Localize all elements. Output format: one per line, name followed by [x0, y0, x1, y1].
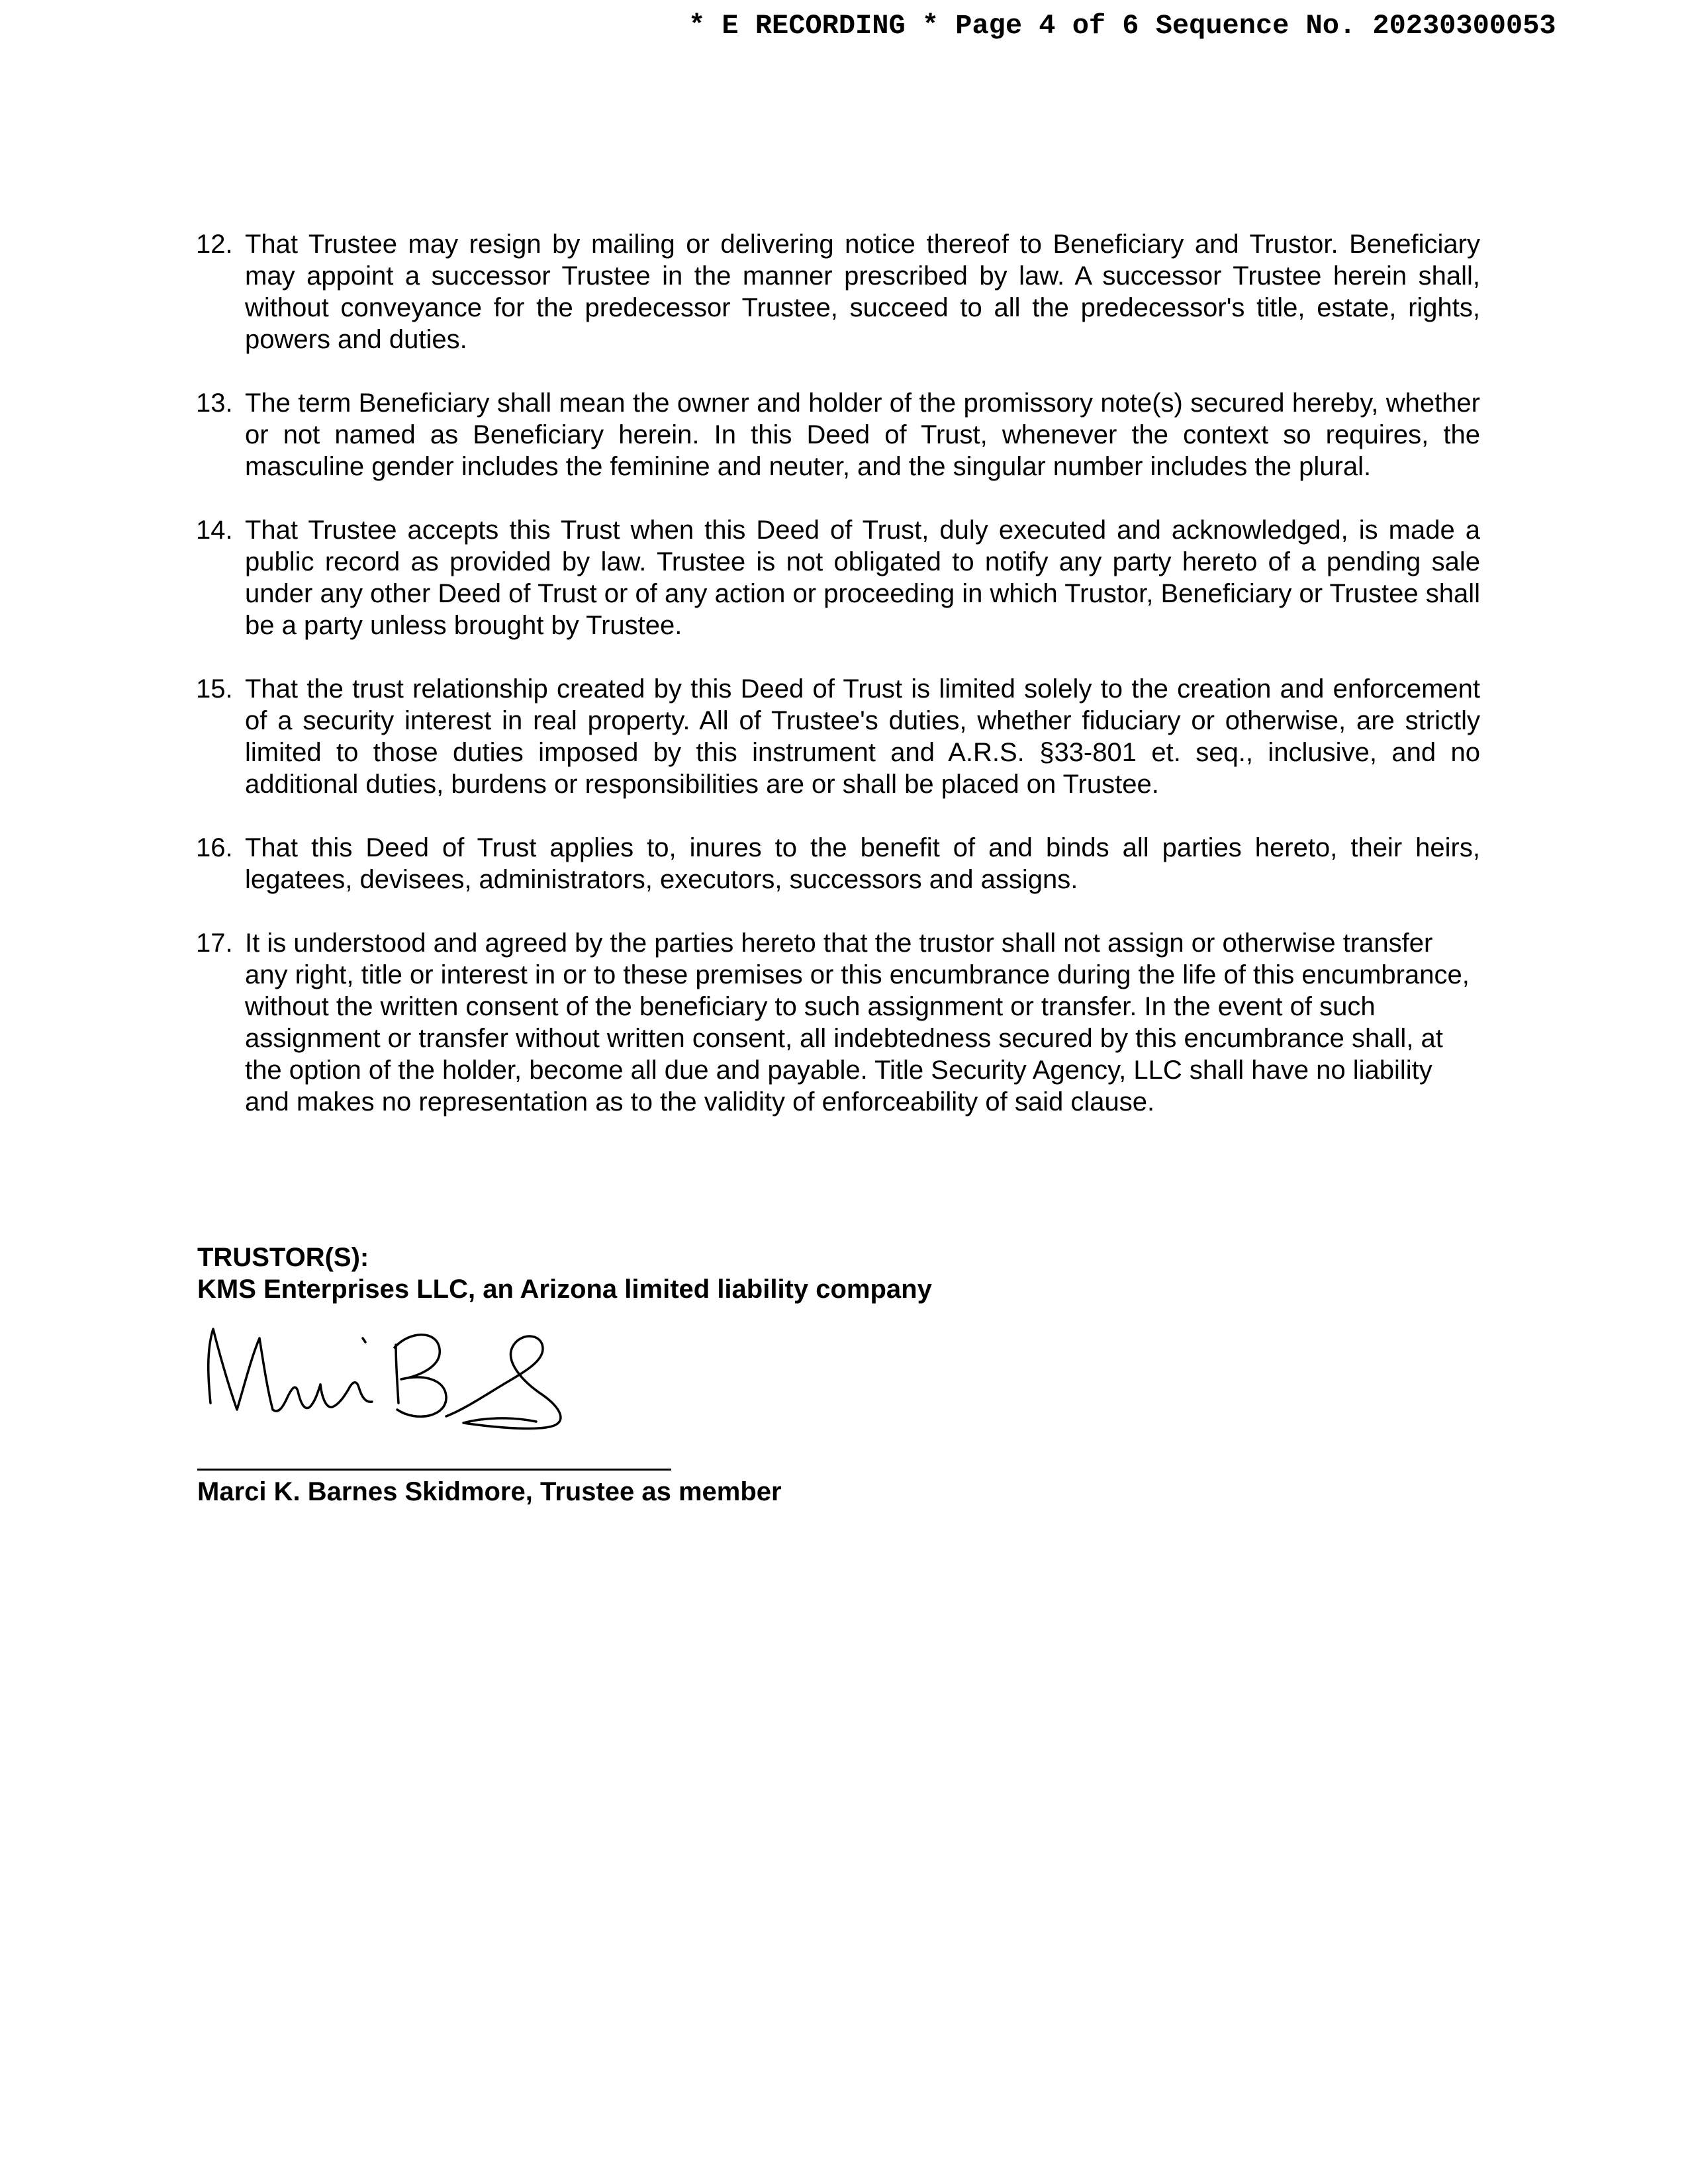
clause-text: That Trustee may resign by mailing or delivering notice thereof to Beneficiary and Trustor. Beneficiary may appoint a successor Trustee in the manner prescribed by law. A successor Trustee herein shall, without conveyance for the predecessor Trustee, succeed to all the predecessor's title, estate, rights, powers and duties. [245, 230, 1480, 354]
trustor-company: KMS Enterprises LLC, an Arizona limited liability company [197, 1275, 932, 1304]
clause-list [196, 228, 1480, 1150]
clause-text: That the trust relationship created by this Deed of Trust is limited solely to the creation and enforcement of a security interest in real property. All of Trustee's duties, whether fiduciary or otherwise, are strictly limited to those duties imposed by this instrument and A.R.S. §33-801 et. seq., inclusive, and no additional duties, burdens or responsibilities are or shall be placed on Trustee. [245, 674, 1480, 799]
clause-12 [196, 228, 1480, 355]
clause-text: The term Beneficiary shall mean the owner and holder of the promissory note(s) secured hereby, whether or not named as Beneficiary herein. In this Deed of Trust, whenever the context so requires, the masculine gender includes the feminine and neuter, and the singular number includes the plural. [245, 388, 1480, 481]
handwritten-signature [199, 1310, 635, 1443]
clause-17 [196, 927, 1480, 1118]
clause-number: 14. [196, 516, 233, 545]
clause-14 [196, 514, 1480, 641]
trustor-heading: TRUSTOR(S): [197, 1243, 369, 1272]
recording-stamp: * E RECORDING * Page 4 of 6 Sequence No. 20230300053 [688, 10, 1556, 42]
clause-number: 16. [196, 833, 233, 862]
clause-16 [196, 832, 1480, 895]
clause-text: It is understood and agreed by the parties hereto that the trustor shall not assign or otherwise transfer any right, title or interest in or to these premises or this encumbrance during the life of this encumbrance, without the written consent of the beneficiary to such assignment or transfer. In the event of such assignment or transfer without written consent, all indebtedness secured by this encumbrance shall, at the option of the holder, become all due and payable. Title Security Agency, LLC shall have no liability and makes no representation as to the validity of enforceability of said clause. [245, 929, 1470, 1116]
clause-number: 17. [196, 929, 233, 958]
clause-13 [196, 387, 1480, 482]
clause-number: 13. [196, 388, 233, 418]
signature-line [197, 1469, 671, 1471]
signer-name: Marci K. Barnes Skidmore, Trustee as member [197, 1477, 782, 1506]
clause-15 [196, 673, 1480, 800]
clause-number: 12. [196, 230, 233, 259]
clause-text: That Trustee accepts this Trust when this Deed of Trust, duly executed and acknowledged, is made a public record as provided by law. Trustee is not obligated to notify any party hereto of a pending sale under any other Deed of Trust or of any action or proceeding in which Trustor, Beneficiary or Trustee shall be a party unless brought by Trustee. [245, 516, 1480, 640]
clause-text: That this Deed of Trust applies to, inures to the benefit of and binds all parties hereto, their heirs, legatees, devisees, administrators, executors, successors and assigns. [245, 833, 1480, 894]
clause-number: 15. [196, 674, 233, 704]
signature-block [197, 1242, 1124, 1305]
